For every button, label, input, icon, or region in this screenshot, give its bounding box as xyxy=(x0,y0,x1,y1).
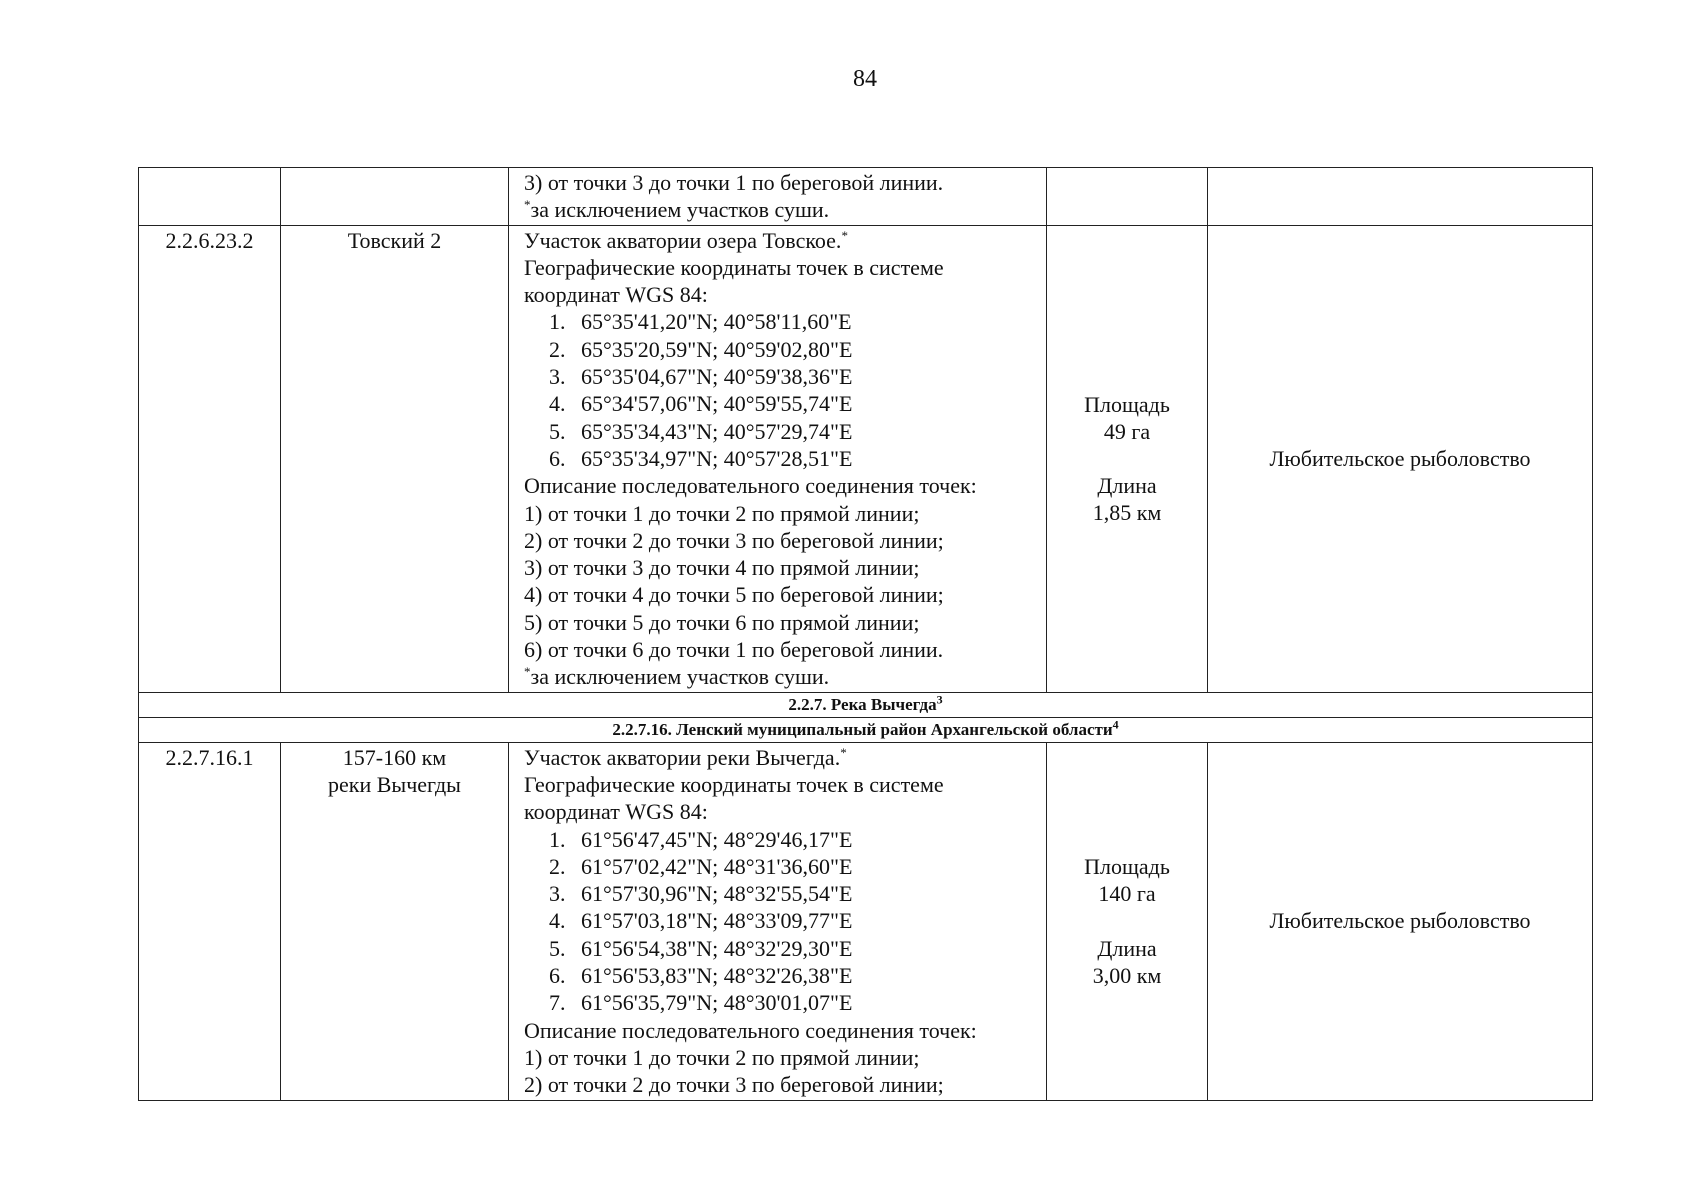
length-label: Длина xyxy=(1097,473,1157,499)
length-value: 1,85 км xyxy=(1092,500,1162,526)
coordinate-item: 1. 65°35'41,20"N; 40°58'11,60"E xyxy=(549,309,852,335)
area-value: 140 га xyxy=(1098,881,1156,907)
fishing-areas-table xyxy=(138,167,1593,1101)
footnote-line: *за исключением участков суши. xyxy=(524,197,830,223)
table-row-continuation xyxy=(139,168,1593,226)
coordinate-item: 3. 61°57'30,96"N; 48°32'55,54"E xyxy=(549,881,853,907)
connection-step: 2) от точки 2 до точки 3 по береговой линии; xyxy=(524,1072,944,1098)
area-label: Площадь xyxy=(1084,853,1170,879)
row-id: 2.2.7.16.1 xyxy=(139,742,281,1100)
row-name-line: 157-160 км xyxy=(342,744,447,770)
row-name: Товский 2 xyxy=(281,225,509,692)
connection-step: 2) от точки 2 до точки 3 по береговой линии; xyxy=(524,527,944,553)
row-description xyxy=(509,225,1047,692)
table-row xyxy=(139,225,1593,692)
geo-caption: координат WGS 84: xyxy=(524,799,708,825)
coordinate-item: 4. 65°34'57,06"N; 40°59'55,74"E xyxy=(549,391,853,417)
coordinate-item: 3. 65°35'04,67"N; 40°59'38,36"E xyxy=(549,364,853,390)
row-params xyxy=(1047,742,1208,1100)
row-name xyxy=(281,742,509,1100)
row-description xyxy=(509,742,1047,1100)
geo-caption: Географические координаты точек в системе xyxy=(524,254,944,280)
connection-step: 1) от точки 1 до точки 2 по прямой линии; xyxy=(524,500,920,526)
coordinate-item: 6. 65°35'34,97"N; 40°57'28,51"E xyxy=(549,445,853,471)
area-title: Участок акватории озера Товское.* xyxy=(524,227,848,253)
row-name-line: реки Вычегды xyxy=(328,771,461,797)
row-description-cell xyxy=(509,168,1047,226)
length-label: Длина xyxy=(1097,935,1157,961)
row-usage-cell xyxy=(1208,168,1593,226)
section-heading: 2.2.7. Река Вычегда$^3$ xyxy=(139,692,1593,717)
subsection-heading-row xyxy=(139,717,1593,742)
coordinate-item: 1. 61°56'47,45"N; 48°29'46,17"E xyxy=(549,826,853,852)
desc-line: 3) от точки 3 до точки 1 по береговой линии. xyxy=(524,170,944,195)
geo-caption: координат WGS 84: xyxy=(524,282,708,308)
connection-title: Описание последовательного соединения точек: xyxy=(524,473,977,499)
area-value: 49 га xyxy=(1103,418,1151,444)
connection-step: 5) от точки 5 до точки 6 по прямой линии; xyxy=(524,609,920,635)
page-number: 84 xyxy=(853,66,877,92)
coordinate-item: 2. 61°57'02,42"N; 48°31'36,60"E xyxy=(549,853,853,879)
coordinate-item: 4. 61°57'03,18"N; 48°33'09,77"E xyxy=(549,908,853,934)
connection-step: 3) от точки 3 до точки 4 по прямой линии; xyxy=(524,555,920,581)
connection-step: 6) от точки 6 до точки 1 по береговой линии. xyxy=(524,637,944,663)
footnote-line: *за исключением участков суши. xyxy=(524,664,830,690)
row-name-cell xyxy=(281,168,509,226)
subsection-heading: 2.2.7.16. Ленский муниципальный район Архангельской области$^4$ xyxy=(139,717,1593,742)
row-usage: Любительское рыболовство xyxy=(1208,225,1593,692)
coordinate-item: 5. 65°35'34,43"N; 40°57'29,74"E xyxy=(549,418,853,444)
length-value: 3,00 км xyxy=(1092,962,1162,988)
row-params xyxy=(1047,225,1208,692)
row-id-cell xyxy=(139,168,281,226)
table-row xyxy=(139,742,1593,1100)
coordinate-item: 7. 61°56'35,79"N; 48°30'01,07"E xyxy=(549,990,853,1016)
area-label: Площадь xyxy=(1084,391,1170,417)
section-heading-row xyxy=(139,692,1593,717)
coordinate-item: 2. 65°35'20,59"N; 40°59'02,80"E xyxy=(549,336,853,362)
connection-step: 1) от точки 1 до точки 2 по прямой линии; xyxy=(524,1044,920,1070)
connection-step: 4) от точки 4 до точки 5 по береговой линии; xyxy=(524,582,944,608)
coordinate-item: 6. 61°56'53,83"N; 48°32'26,38"E xyxy=(549,963,853,989)
row-usage: Любительское рыболовство xyxy=(1208,742,1593,1100)
area-title: Участок акватории реки Вычегда.* xyxy=(524,744,847,770)
row-id: 2.2.6.23.2 xyxy=(139,225,281,692)
geo-caption: Географические координаты точек в системе xyxy=(524,771,944,797)
row-params-cell xyxy=(1047,168,1208,226)
connection-title: Описание последовательного соединения точек: xyxy=(524,1017,977,1043)
coordinate-item: 5. 61°56'54,38"N; 48°32'29,30"E xyxy=(549,935,853,961)
